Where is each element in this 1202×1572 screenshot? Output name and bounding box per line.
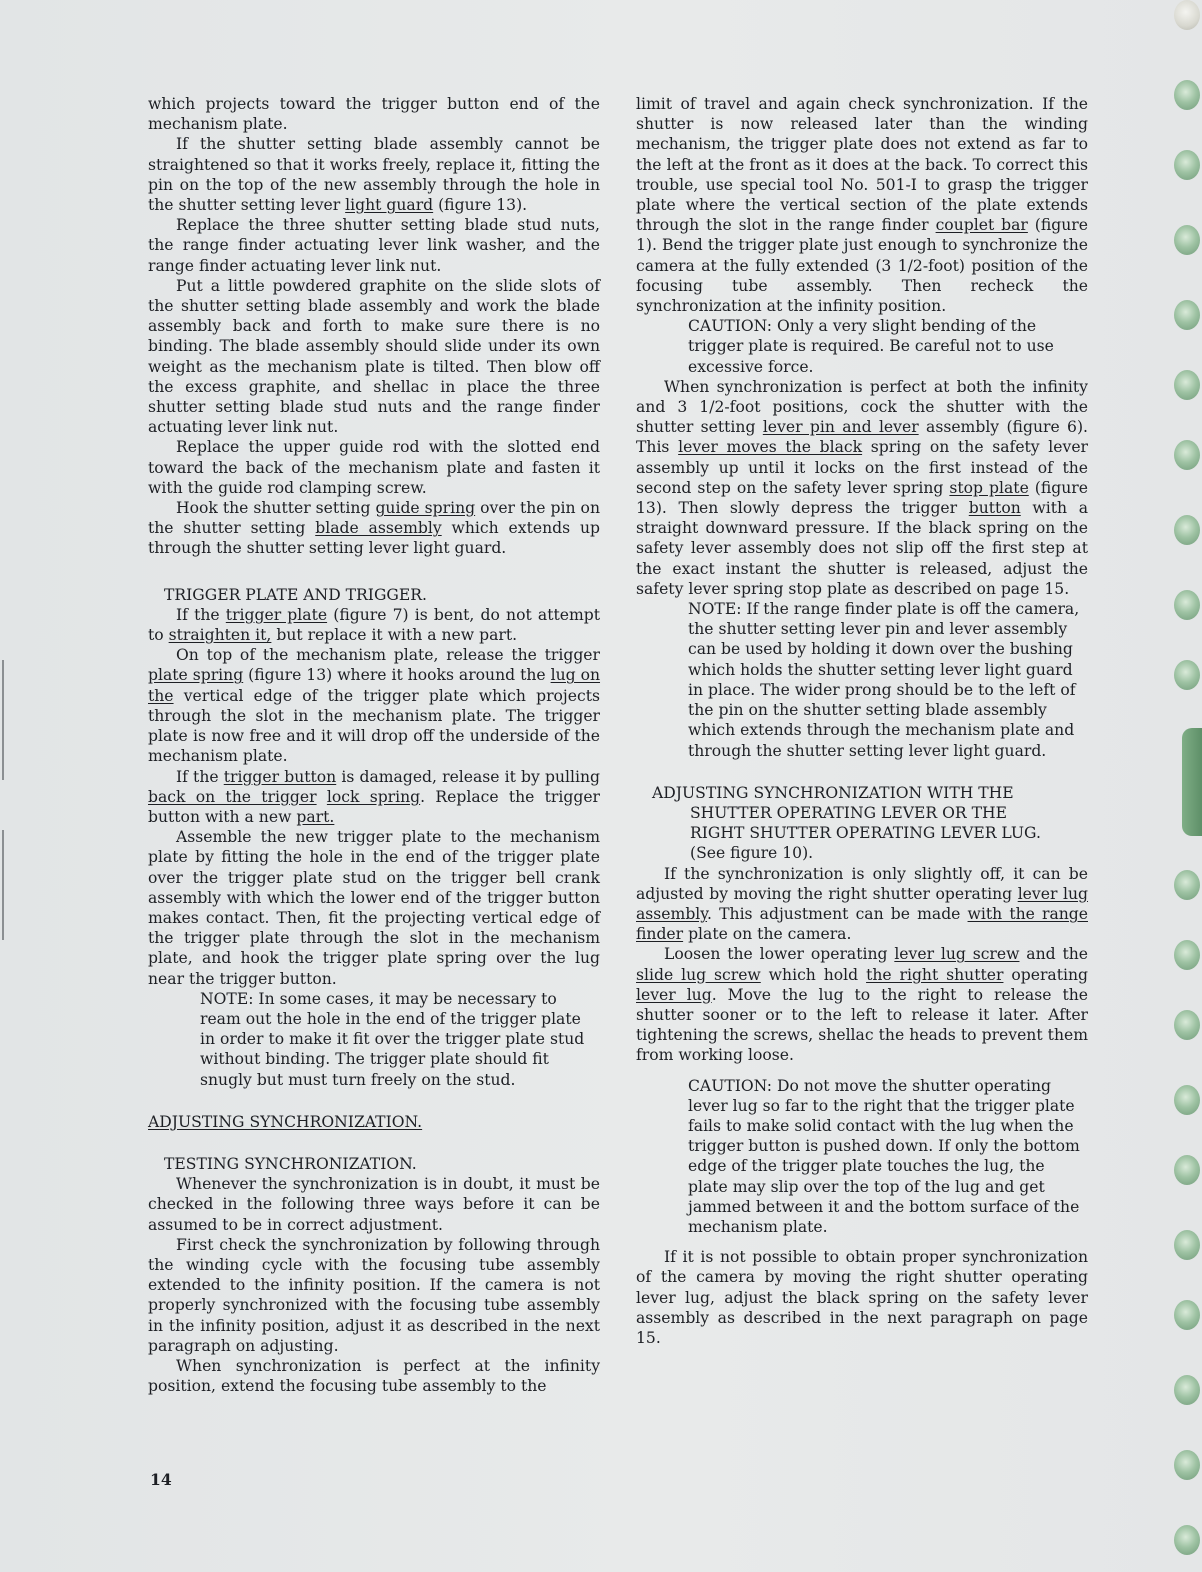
binder-ring-icon bbox=[1174, 1450, 1200, 1480]
binder-ring-icon bbox=[1174, 225, 1200, 255]
paragraph: If the trigger plate (figure 7) is bent, do not attempt to straighten it, but replace it with a new part. bbox=[148, 605, 601, 645]
paragraph: If it is not possible to obtain proper synchronization of the camera by moving the right shutter operating lever lug, adjust the black spring on the safety lever assembly as described in the next paragraph on page 15. bbox=[636, 1248, 1088, 1347]
binder-ring-icon bbox=[1174, 1525, 1200, 1555]
caution-note: CAUTION: Only a very slight bending of the trigger plate is required. Be careful not to use excessive force. bbox=[688, 317, 1054, 376]
page-number: 14 bbox=[150, 1470, 172, 1489]
paragraph: If the shutter setting blade assembly cannot be straightened so that it works freely, replace it, fitting the pin on the top of the new assembly through the hole in the shutter setting lever light guard (figure 13). bbox=[148, 135, 600, 215]
section-heading: (See figure 10). bbox=[690, 844, 814, 863]
paragraph: limit of travel and again check synchronization. If the shutter is now released later than the winding mechanism, the trigger plate does not extend as far to the left at the front as it does at the back. To correct this trouble, use special tool No. 501-I to grasp the trigger plate where the vertical section of the plate extends through the slot in the range finder couplet bar (figure 1). Bend the trigger plate just enough to synchronize the camera at the fully extended (3 1/2-foot) position of the focusing tube assembly. Then recheck the synchronization at the infinity position. bbox=[636, 95, 1088, 316]
binder-ring-icon bbox=[1174, 870, 1200, 900]
paragraph: On top of the mechanism plate, release the trigger plate spring (figure 13) where it hooks around the lug on the vertical edge of the trigger plate which projects through the slot in the mechanism plate. The trigger plate is now free and it will drop off the underside of the mechanism plate. bbox=[148, 646, 601, 766]
paragraph: which projects toward the trigger button end of the mechanism plate. bbox=[148, 95, 600, 134]
binder-ring-icon bbox=[1174, 1375, 1200, 1405]
binder-ring-icon bbox=[1174, 0, 1200, 30]
right-column bbox=[636, 94, 1088, 1348]
binder-ring-icon bbox=[1174, 300, 1200, 330]
paragraph: If the trigger button is damaged, release it by pulling back on the trigger lock spring. Replace the trigger button with a new part. bbox=[148, 767, 601, 826]
binder-ring-icon bbox=[1174, 1230, 1200, 1260]
binder-ring-icon bbox=[1174, 1010, 1200, 1040]
binder-spine bbox=[1168, 0, 1202, 1572]
paragraph: First check the synchronization by following through the winding cycle with the focusing tube assembly extended to the infinity position. If the camera is not properly synchronized with the focusing tube assembly in the infinity position, adjust it as described in the next paragraph on adjusting. bbox=[148, 1235, 600, 1355]
binder-ring-icon bbox=[1174, 1300, 1200, 1330]
binder-ring-icon bbox=[1174, 370, 1200, 400]
binder-ring-icon bbox=[1174, 590, 1200, 620]
section-heading: TRIGGER PLATE AND TRIGGER. bbox=[164, 585, 427, 604]
paragraph: Replace the three shutter setting blade stud nuts, the range finder actuating lever link washer, and the range finder actuating lever link nut. bbox=[148, 216, 600, 275]
note: NOTE: If the range finder plate is off the camera, the shutter setting lever pin and lever assembly can be used by holding it down over the bushing which holds the shutter setting lever light guard in place. The wider prong should be to the left of the pin on the shutter setting blade assembly which extends through the mechanism plate and through the shutter setting lever light guard. bbox=[688, 600, 1080, 760]
paragraph: When synchronization is perfect at the infinity position, extend the focusing tube assembly to the bbox=[148, 1356, 600, 1396]
paragraph: Put a little powdered graphite on the slide slots of the shutter setting blade assembly and work the blade assembly back and forth to make sure there is no binding. The blade assembly should slide under its own weight as the mechanism plate is tilted. Then blow off the excess graphite, and shellac in place the three shutter setting blade stud nuts and the range finder actuating lever link nut. bbox=[148, 276, 600, 437]
binder-ring-icon bbox=[1174, 440, 1200, 470]
scan-edge-mark bbox=[2, 660, 4, 780]
scan-edge-mark bbox=[2, 830, 4, 940]
binder-ring-icon bbox=[1174, 940, 1200, 970]
binder-ring-icon bbox=[1174, 80, 1200, 110]
left-column bbox=[148, 94, 600, 1396]
caution-note: CAUTION: Do not move the shutter operating lever lug so far to the right that the trigger plate fails to make solid contact with the lug when the trigger button is pushed down. If only the bottom edge of the trigger plate touches the lug, the plate may slip over the top of the lug and get jammed between it and the bottom surface of the mechanism plate. bbox=[688, 1076, 1080, 1236]
paragraph: Whenever the synchronization is in doubt, it must be checked in the following three ways before it can be assumed to be in correct adjustment. bbox=[148, 1175, 600, 1234]
binder-ring-icon bbox=[1174, 1155, 1200, 1185]
section-heading: ADJUSTING SYNCHRONIZATION. bbox=[148, 1112, 423, 1131]
binder-ring-icon bbox=[1174, 150, 1200, 180]
paragraph: When synchronization is perfect at both the infinity and 3 1/2-foot positions, cock the shutter with the shutter setting lever pin and lever assembly (figure 6). This lever moves the black spring on the safety lever assembly up until it locks on the first instead of the second step on the safety lever spring stop plate (figure 13). Then slowly depress the trigger button with a straight downward pressure. If the black spring on the safety lever assembly does not slip off the first step at the exact instant the shutter is released, adjust the safety lever spring stop plate as described on page 15. bbox=[636, 377, 1089, 598]
binder-ring-icon bbox=[1174, 1085, 1200, 1115]
section-heading: SHUTTER OPERATING LEVER OR THE bbox=[690, 803, 1007, 822]
paragraph: Assemble the new trigger plate to the mechanism plate by fitting the hole in the end of the trigger plate over the trigger plate stud on the trigger bell crank assembly with which the lower end of the trigger button makes contact. Then, fit the projecting vertical edge of the trigger plate through the slot in the mechanism plate, and hook the trigger plate spring over the lug near the trigger button. bbox=[148, 828, 600, 988]
section-heading: TESTING SYNCHRONIZATION. bbox=[164, 1154, 417, 1173]
section-heading: RIGHT SHUTTER OPERATING LEVER LUG. bbox=[690, 824, 1041, 843]
paragraph: Hook the shutter setting guide spring over the pin on the shutter setting blade assembly which extends up through the shutter setting lever light guard. bbox=[148, 499, 600, 558]
index-tab bbox=[1182, 728, 1202, 836]
section-heading: ADJUSTING SYNCHRONIZATION WITH THE bbox=[652, 783, 1014, 802]
paragraph: Loosen the lower operating lever lug screw and the slide lug screw which hold the right shutter operating lever lug. Move the lug to the right to release the shutter sooner or to the left to release it later. After tightening the screws, shellac the heads to prevent them from working loose. bbox=[636, 945, 1088, 1065]
paragraph: If the synchronization is only slightly off, it can be adjusted by moving the right shutter operating lever lug assembly. This adjustment can be made with the range finder plate on the camera. bbox=[636, 864, 1088, 944]
binder-ring-icon bbox=[1174, 660, 1200, 690]
binder-ring-icon bbox=[1174, 515, 1200, 545]
paragraph: Replace the upper guide rod with the slotted end toward the back of the mechanism plate and fasten it with the guide rod clamping screw. bbox=[148, 438, 600, 497]
note: NOTE: In some cases, it may be necessary to ream out the hole in the end of the trigger plate in order to make it fit over the trigger plate stud without binding. The trigger plate should fit snugly but must turn freely on the stud. bbox=[200, 989, 585, 1089]
